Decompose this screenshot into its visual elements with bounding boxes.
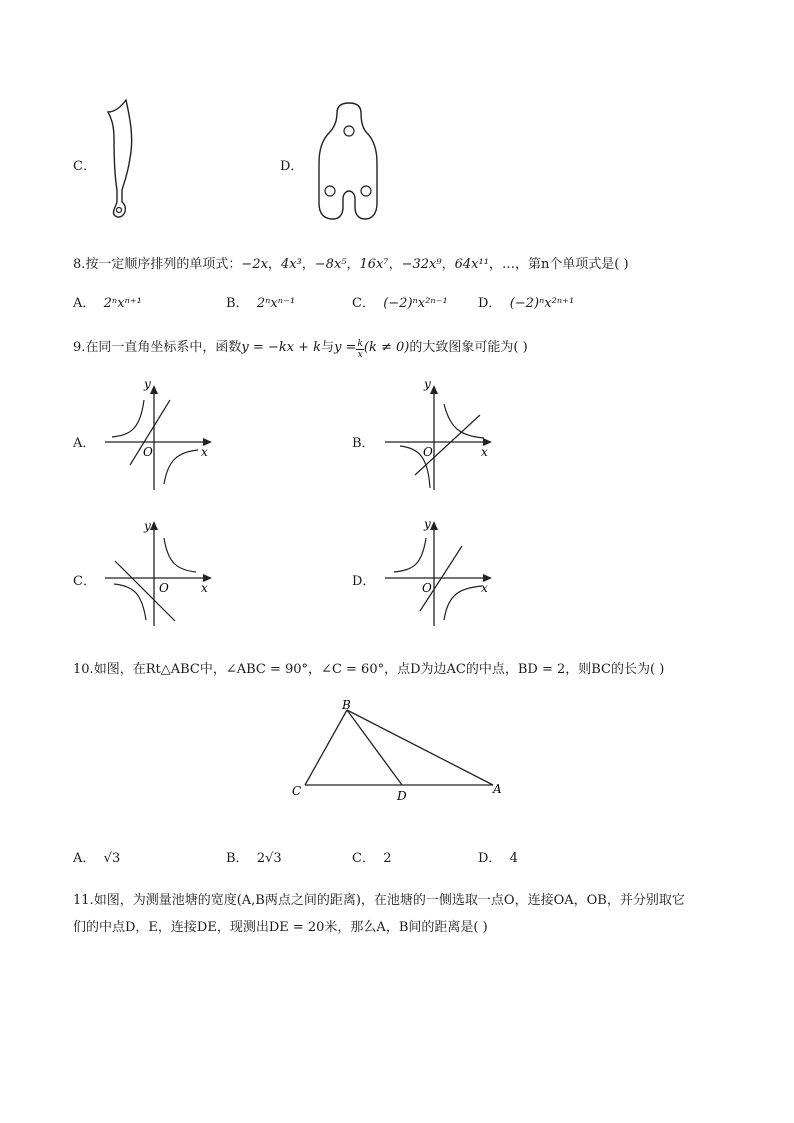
axis-y-label: y <box>144 377 151 391</box>
q10-stem-text: 如图，在Rt△ABC中，∠ABC = 90°，∠C = 60°，点D为边AC的中点，BD = 2，则BC的长为( ) <box>93 662 665 677</box>
question-10-stem <box>73 658 664 677</box>
q8-term: 64x¹¹ <box>454 257 489 272</box>
spade-coin-icon <box>315 103 385 221</box>
axis-x-label: x <box>201 581 208 595</box>
q10-option-label: B． <box>226 851 249 866</box>
q10-option-text: 2 <box>383 851 392 866</box>
q9-graph-b[interactable] <box>380 377 500 495</box>
q8-term: −8x⁵ <box>314 257 347 272</box>
q9-option-b-label[interactable]: B． <box>352 436 375 451</box>
question-11-line-2: 们的中点D，E，连接DE，现测出DE = 20米，那么A，B间的距离是( ) <box>73 920 488 935</box>
question-9-stem <box>73 336 528 360</box>
q8-option-a[interactable] <box>73 292 142 311</box>
q9-func1: y = −kx + k <box>241 340 322 355</box>
q7-option-d-label: D． <box>280 159 304 174</box>
q8-option-b[interactable] <box>226 292 295 311</box>
q9-func2-right: (k ≠ 0) <box>363 340 410 355</box>
q10-option-a[interactable] <box>73 847 120 866</box>
q9-option-c-label[interactable]: C． <box>73 574 96 589</box>
q8-stem-suffix: ，第n个单项式是( ) <box>514 257 629 272</box>
q9-graph-c[interactable] <box>100 516 220 631</box>
q10-option-label: A． <box>73 851 96 866</box>
axis-y-label: y <box>424 517 431 531</box>
q9-stem-a: 在同一直角坐标系中，函数 <box>85 340 242 355</box>
q9-option-a-label[interactable]: A． <box>73 436 96 451</box>
q8-term: −32x⁹ <box>401 257 442 272</box>
q8-option-c[interactable] <box>352 292 448 311</box>
q8-term: … <box>501 257 515 272</box>
origin-label: O <box>422 581 432 595</box>
q10-triangle-figure <box>285 698 515 808</box>
q9-number: 9. <box>73 340 86 355</box>
q8-option-label: D． <box>478 296 502 311</box>
q8-option-label: C． <box>352 296 375 311</box>
q10-option-b[interactable] <box>226 847 282 866</box>
q9-option-d-label[interactable]: D． <box>352 574 376 589</box>
q10-option-d[interactable] <box>478 847 518 866</box>
question-8-stem: 8.按一定顺序排列的单项式：−2x，4x³，−8x⁵，16x⁷，−32x⁹，64x¹¹，…，第n个单项式是( ) <box>73 257 629 272</box>
q8-option-d[interactable] <box>478 292 574 311</box>
q8-option-text: (−2)ⁿx²ⁿ⁺¹ <box>509 296 575 311</box>
axis-x-label: x <box>201 445 208 459</box>
q8-term: −2x <box>241 257 268 272</box>
origin-label: O <box>423 445 433 459</box>
point-d-label: D <box>397 789 407 803</box>
q10-option-text: 2√3 <box>256 851 282 866</box>
origin-label: O <box>159 581 169 595</box>
q8-option-label: A． <box>73 296 96 311</box>
q9-frac-den: x <box>357 350 363 360</box>
q8-option-text: 2ⁿxⁿ⁺¹ <box>103 296 142 311</box>
q9-graph-a[interactable] <box>100 377 220 495</box>
q9-frac-num: k <box>357 339 363 349</box>
point-c-label: C <box>292 784 302 798</box>
origin-label: O <box>143 445 153 459</box>
axis-x-label: x <box>481 445 488 459</box>
point-b-label: B <box>342 698 351 712</box>
q10-option-label: D． <box>478 851 502 866</box>
q10-option-text: √3 <box>103 851 121 866</box>
q9-graph-d[interactable] <box>380 516 500 631</box>
q11-number: 11. <box>73 893 94 908</box>
q8-term: 16x⁷ <box>359 257 389 272</box>
q8-option-label: B． <box>226 296 249 311</box>
q8-option-text: 2ⁿxⁿ⁻¹ <box>256 296 296 311</box>
q9-fraction <box>356 339 363 360</box>
q8-option-text: (−2)ⁿx²ⁿ⁻¹ <box>383 296 448 311</box>
q8-stem-prefix: 按一定顺序排列的单项式： <box>85 257 242 272</box>
q9-func2-left: y = <box>334 340 357 355</box>
question-11-line-1 <box>73 889 685 908</box>
q11-line1-text: 如图，为测量池塘的宽度(A,B两点之间的距离)，在池塘的一侧选取一点O，连接OA，OB，并分别取它 <box>93 893 685 908</box>
q9-stem-b: 与 <box>321 340 335 355</box>
ancient-knife-coin-icon <box>100 98 140 223</box>
q8-number: 8. <box>73 257 86 272</box>
q10-number: 10. <box>73 662 94 677</box>
q7-option-c-label: C． <box>73 159 96 174</box>
axis-x-label: x <box>481 581 488 595</box>
q10-option-text: 4 <box>509 851 518 866</box>
q8-term: 4x³ <box>280 257 302 272</box>
q9-stem-c: 的大致图象可能为( ) <box>409 340 528 355</box>
axis-y-label: y <box>144 519 151 533</box>
axis-y-label: y <box>424 377 431 391</box>
q10-option-c[interactable] <box>352 847 392 866</box>
q10-option-label: C． <box>352 851 375 866</box>
point-a-label: A <box>493 782 502 796</box>
